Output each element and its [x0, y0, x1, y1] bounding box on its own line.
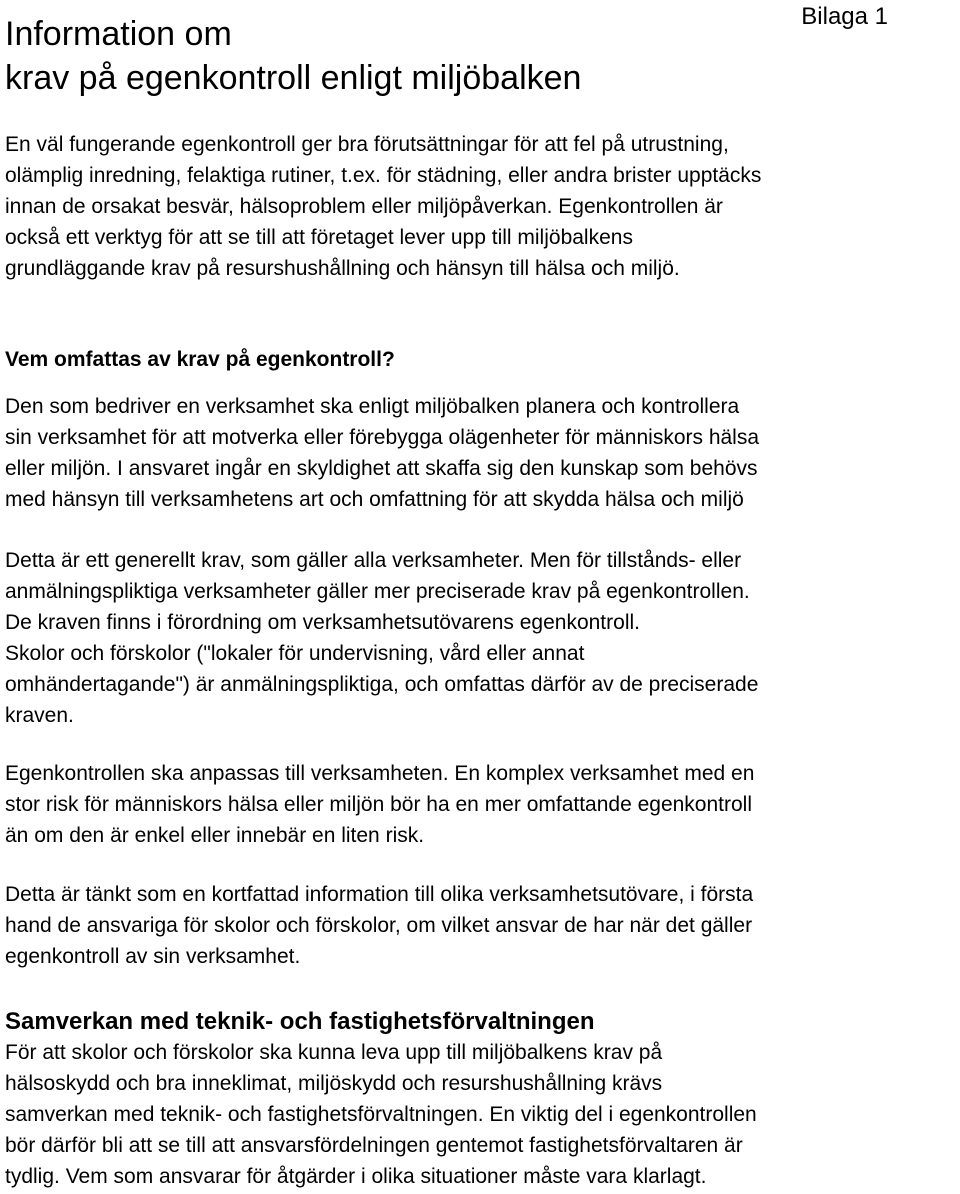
- document-title: [5, 12, 581, 100]
- text-line: Skolor och förskolor ("lokaler för undervisning, vård eller annat: [5, 642, 585, 665]
- section2-paragraph-1: [5, 1037, 757, 1192]
- text-line: tydlig. Vem som ansvarar för åtgärder i olika situationer måste vara klarlagt.: [5, 1165, 707, 1188]
- text-line: Detta är ett generellt krav, som gäller alla verksamheter. Men för tillstånds- eller: [5, 549, 742, 572]
- title-line: krav på egenkontroll enligt miljöbalken: [5, 59, 582, 97]
- text-line: samverkan med teknik- och fastighetsförvaltningen. En viktig del i egenkontrollen: [5, 1103, 757, 1126]
- text-line: stor risk för människors hälsa eller miljön bör ha en mer omfattande egenkontroll: [5, 793, 753, 816]
- text-line: än om den är enkel eller innebär en liten risk.: [5, 824, 425, 847]
- text-line: Detta är tänkt som en kortfattad information till olika verksamhetsutövare, i första: [5, 883, 754, 906]
- title-line: Information om: [5, 15, 232, 53]
- text-line: egenkontroll av sin verksamhet.: [5, 945, 301, 968]
- text-line: bör därför bli att se till att ansvarsfördelningen gentemot fastighetsförvaltaren är: [5, 1134, 743, 1157]
- section1-paragraph-4: [5, 879, 753, 972]
- text-line: sin verksamhet för att motverka eller förebygga olägenheter för människors hälsa: [5, 426, 760, 449]
- intro-paragraph: [5, 129, 761, 284]
- text-line: innan de orsakat besvär, hälsoproblem eller miljöpåverkan. Egenkontrollen är: [5, 195, 723, 218]
- text-line: En väl fungerande egenkontroll ger bra förutsättningar för att fel på utrustning,: [5, 133, 729, 156]
- text-line: anmälningspliktiga verksamheter gäller mer preciserade krav på egenkontrollen.: [5, 580, 750, 603]
- text-line: hälsoskydd och bra inneklimat, miljöskydd och resurshushållning krävs: [5, 1072, 663, 1095]
- text-line: De kraven finns i förordning om verksamhetsutövarens egenkontroll.: [5, 611, 640, 634]
- text-line: Den som bedriver en verksamhet ska enligt miljöbalken planera och kontrollera: [5, 395, 740, 418]
- text-line: med hänsyn till verksamhetens art och omfattning för att skydda hälsa och miljö: [5, 488, 744, 511]
- section-heading: Samverkan med teknik- och fastighetsförvaltningen: [5, 1008, 595, 1035]
- section-heading: Vem omfattas av krav på egenkontroll?: [5, 348, 395, 371]
- text-line: eller miljön. I ansvaret ingår en skyldighet att skaffa sig den kunskap som behövs: [5, 457, 758, 480]
- text-line: olämplig inredning, felaktiga rutiner, t.ex. för städning, eller andra brister upptäcks: [5, 164, 762, 187]
- text-line: grundläggande krav på resurshushållning och hänsyn till hälsa och miljö.: [5, 257, 680, 280]
- text-line: kraven.: [5, 704, 74, 727]
- section1-paragraph-2: [5, 545, 758, 731]
- text-line: också ett verktyg för att se till att företaget lever upp till miljöbalkens: [5, 226, 633, 249]
- text-line: omhändertagande") är anmälningspliktiga, och omfattas därför av de preciserade: [5, 673, 759, 696]
- section1-paragraph-1: [5, 391, 759, 515]
- section1-paragraph-3: [5, 758, 754, 851]
- appendix-label: Bilaga 1: [801, 3, 888, 30]
- text-line: hand de ansvariga för skolor och förskolor, om vilket ansvar de har när det gäller: [5, 914, 753, 937]
- text-line: Egenkontrollen ska anpassas till verksamheten. En komplex verksamhet med en: [5, 762, 755, 785]
- text-line: För att skolor och förskolor ska kunna leva upp till miljöbalkens krav på: [5, 1041, 663, 1064]
